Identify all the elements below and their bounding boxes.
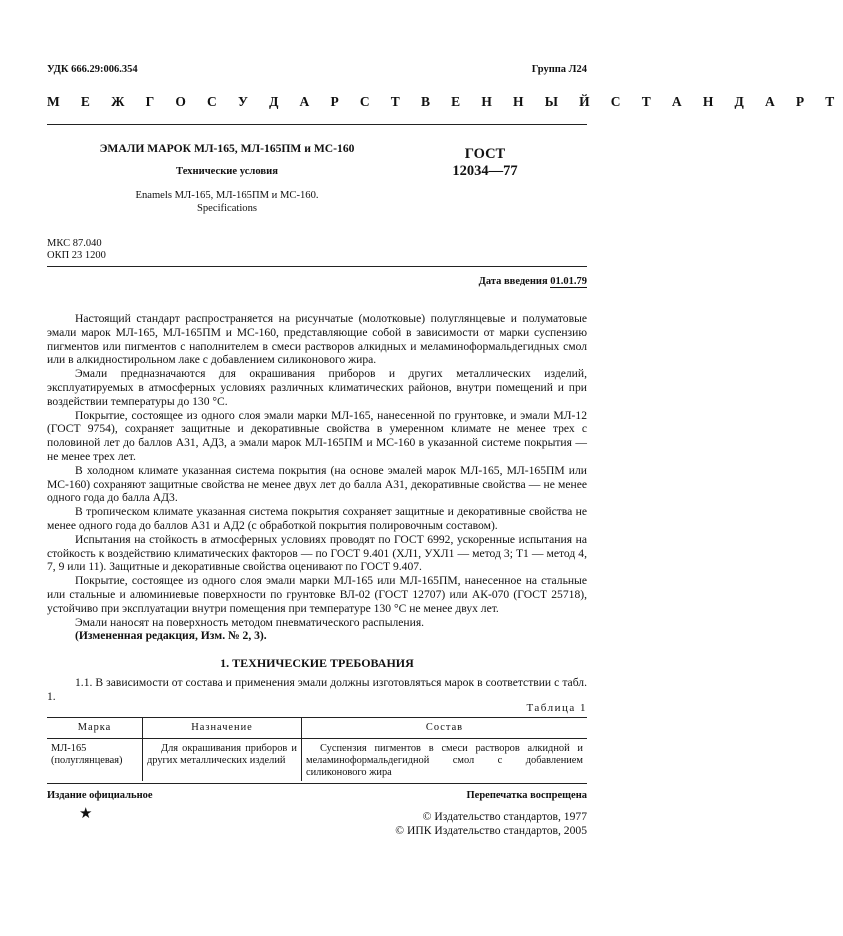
paragraph: Испытания на стойкость в атмосферных условиях проводят по ГОСТ 6992, ускоренные испытания на стойкость к воздействию климатических факторов — по ГОСТ 9.401 (ХЛ1, УХЛ1 — метод 3; Т1 — метод 4, 7, 9 или 11). Защитные и декоративные свойства оценивают по ГОСТ 9.407. <box>47 532 587 574</box>
paragraph: Эмали наносят на поверхность методом пневматического распыления. <box>75 615 425 629</box>
table-row <box>47 739 587 782</box>
table-1 <box>47 717 587 781</box>
table-cell: Для окрашивания приборов и других металлических изделий <box>143 739 302 782</box>
document-subtitle: Технические условия <box>176 166 278 177</box>
codes-divider <box>47 266 587 267</box>
paragraph: Покрытие, состоящее из одного слоя эмали марки МЛ-165 или МЛ-165ПМ, нанесенное на стальные или стальные и алюминиевые поверхности по грунтовке ВЛ-02 (ГОСТ 12707) или АК-070 (ГОСТ 25718), устойчиво при эксплуатации внутри помещения при температуре 130 °С не менее двух лет. <box>47 574 587 615</box>
table-caption: Таблица 1 <box>526 702 587 714</box>
star-icon: ★ <box>79 806 93 822</box>
paragraph: Эмали предназначаются для окрашивания приборов и других металлических изделий, эксплуатируемых в атмосферных условиях различных климатических районов, внутри помещений и при воздействии температуры до 130 °С. <box>47 367 587 408</box>
body-text <box>47 312 587 643</box>
footer-divider <box>47 783 587 784</box>
intro-date <box>479 276 587 287</box>
paragraph: Покрытие, состоящее из одного слоя эмали марки МЛ-165, нанесенной по грунтовке, и эмали МЛ-12 (ГОСТ 9754), сохраняет защитные и декоративные свойства в умеренном климате не менее трех с половиной лет до баллов А31, АД3, а эмали марок МЛ-165ПМ и МС-160 в указанной системе покрытия — не менее трех лет. <box>47 408 587 463</box>
gost-label: ГОСТ <box>464 146 506 162</box>
table-cell: МЛ-165 (полуглянцевая) <box>47 739 143 782</box>
table-header-cell: Состав <box>302 718 588 739</box>
paragraph: Настоящий стандарт распространяется на рисунчатые (молотковые) полуглянцевые и полуматовые эмали марок МЛ-165, МЛ-165ПМ и МС-160, представляющие собой в зависимости от марки суспензию пигментов или пигментов с наполнителем в смеси растворов алкидных и меламиноформальдегидных смол или в алкидностирольном лаке с добавлением силиконового жира. <box>47 312 587 367</box>
table-header-cell: Марка <box>47 718 143 739</box>
table-cell: Суспензия пигментов в смеси растворов алкидной и меламиноформальдегидной смол с добавлением силиконового жира <box>306 743 583 778</box>
udk-code: УДК 666.29:006.354 <box>47 64 138 75</box>
paragraph: 1.1. В зависимости от состава и применения эмали должны изготовляться марок в соответствии с табл. 1. <box>47 676 587 703</box>
copyright-2005: © ИПК Издательство стандартов, 2005 <box>395 824 587 837</box>
okp-code: ОКП 23 1200 <box>47 250 106 261</box>
table-header-row <box>47 718 587 739</box>
intro-date-value: 01.01.79 <box>550 276 587 287</box>
document-title: ЭМАЛИ МАРОК МЛ-165, МЛ-165ПМ и МС-160 <box>99 142 355 155</box>
reprint-note: Перепечатка воспрещена <box>466 790 587 801</box>
intro-date-label: Дата введения <box>478 276 548 287</box>
paragraph: В тропическом климате указанная система покрытия сохраняет защитные и декоративные свойства не менее одного года до баллов А31 и АД2 (с обработкой покрытия полировочным составом). <box>47 505 587 532</box>
section-title: 1. ТЕХНИЧЕСКИЕ ТРЕБОВАНИЯ <box>220 656 414 670</box>
standard-type-heading: М Е Ж Г О С У Д А Р С Т В Е Н Н Ы Й С Т А Н Д А Р Т <box>47 94 843 109</box>
english-subtitle: Specifications <box>196 203 257 214</box>
revision-note: (Измененная редакция, Изм. № 2, 3). <box>75 629 267 643</box>
gost-number: 12034—77 <box>452 163 518 179</box>
group-code: Группа Л24 <box>531 64 587 75</box>
section-1-1 <box>47 676 587 704</box>
copyright-1977: © Издательство стандартов, 1977 <box>422 810 587 823</box>
mks-code: МКС 87.040 <box>47 238 102 249</box>
paragraph: В холодном климате указанная система покрытия (на основе эмалей марок МЛ-165, МЛ-165ПМ или МС-160) сохраняют защитные свойства не менее двух лет до балла А31, декоративные свойства — не менее одного года до балла АД3. <box>47 463 587 505</box>
edition-note: Издание официальное <box>47 790 153 801</box>
english-title: Enamels МЛ-165, МЛ-165ПМ и МС-160. <box>135 190 319 201</box>
header-divider <box>47 124 587 125</box>
table-header-cell: Назначение <box>143 718 302 739</box>
